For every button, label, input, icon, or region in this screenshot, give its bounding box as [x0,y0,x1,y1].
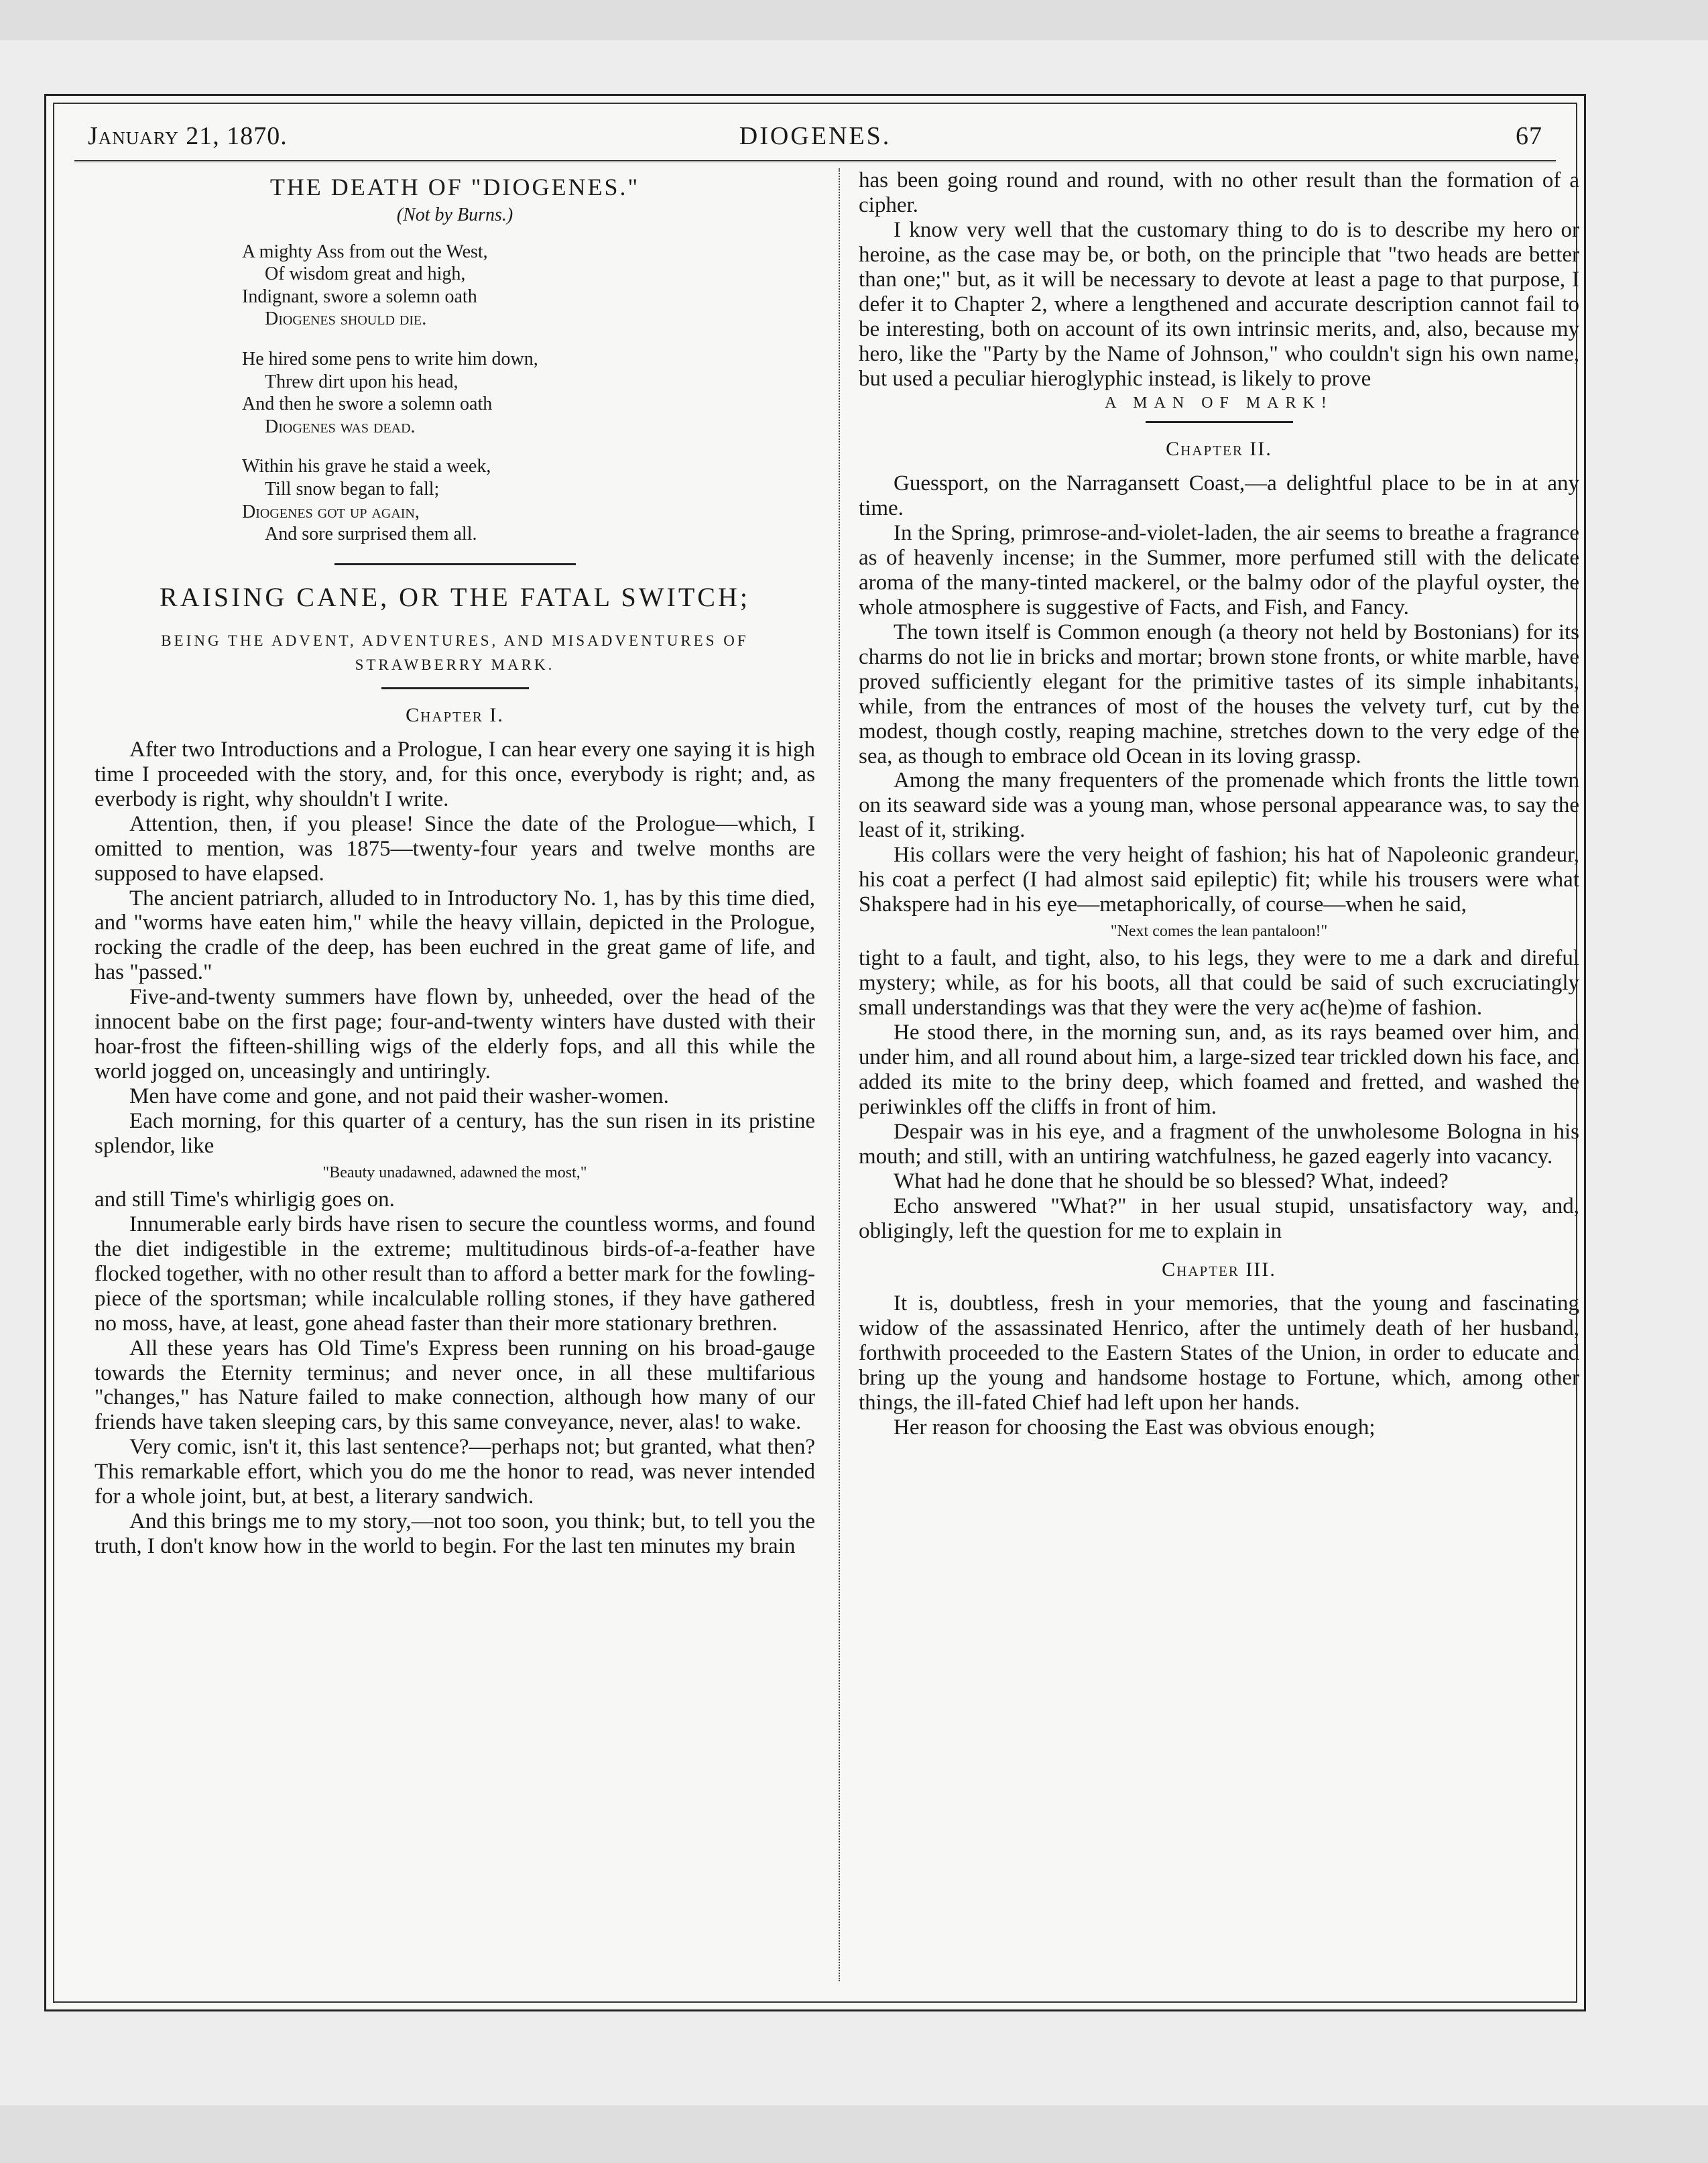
poem-line: Till snow began to fall; [265,479,440,500]
poem-stanza [242,348,815,438]
paragraph: Very comic, isn't it, this last sentence?—perhaps not; but granted, what then? This remarkable effort, which you do me the honor to read, was never intended for a whole joint, but, at best, a literary sandwich. [95,1435,815,1509]
poem-byline: (Not by Burns.) [396,204,513,226]
page-frame [44,94,1586,2011]
section-rule [1146,421,1293,423]
paragraph: And this brings me to my story,—not too soon, you think; but, to tell you the truth, I don't know how in the world to begin. For the last ten minutes my brain [95,1509,815,1559]
chapter-heading: Chapter II. [1166,438,1272,461]
paragraph: tight to a fault, and tight, also, to his legs, they were to me a dark and direful mystery; while, as for his boots, all that could be said of such excruciatingly small understandings was that they were the very ac(he)me of fashion. [859,946,1579,1020]
story-title: RAISING CANE, OR THE FATAL SWITCH; [160,581,750,612]
story-subtitle: BEING THE ADVENT, ADVENTURES, AND MISADVENTURES OF STRAWBERRY MARK. [161,632,749,674]
paragraph: The ancient patriarch, alluded to in Introductory No. 1, has by this time died, and "worms have eaten him," while the heavy villain, depicted in the Prologue, rocking the cradle of the deep, has been euchred in the great game of life, and has "passed." [95,886,815,985]
poem-line: And then he swore a solemn oath [242,394,493,415]
paragraph: In the Spring, primrose-and-violet-laden, the air seems to breathe a fragrance as of heavenly incense; in the Summer, more perfumed still with the delicate aroma of the many-tinted mackerel, or the balmy odor of the playful oyster, the whole atmosphere is suggestive of Facts, and Fish, and Fancy. [859,520,1579,620]
paragraph: Attention, then, if you please! Since the date of the Prologue—which, I omitted to mention, was 1875—twenty-four years and twelve months are supposed to have elapsed. [95,811,815,886]
paragraph: Five-and-twenty summers have flown by, unheeded, over the head of the innocent babe on the first page; four-and-twenty winters have dusted with their hoar-frost the fifteen-shilling wigs of the elderly fops, and all this while the world jogged on, unceasingly and untiringly. [95,985,815,1084]
paragraph: has been going round and round, with no other result than the formation of a cipher. [859,168,1579,217]
chapter-heading: Chapter I. [406,704,504,727]
paper-edge-bottom [0,2105,1708,2163]
chapter-closing: A MAN OF MARK! [1105,394,1333,412]
subtitle-rule [381,687,529,689]
paragraph: It is, doubtless, fresh in your memories, that the young and fascinating widow of the assassinated Henrico, after the untimely death of her husband, forthwith proceeded to the Eastern States of the Union, in order to educate and bring up the young and handsome hostage to Fortune, which, among other things, the ill-fated Chief had left upon her hands. [859,1291,1579,1415]
poem-line: Indignant, swore a solemn oath [242,286,477,307]
poem-line: A mighty Ass from out the West, [242,241,488,262]
poem-line: Threw dirt upon his head, [265,371,459,392]
poem-stanza [242,241,815,331]
right-column [852,168,1579,1985]
paragraph: Among the many frequenters of the promenade which fronts the little town on its seaward side was a young man, whose personal appearance was, to say the least of it, striking. [859,768,1579,843]
paragraph: He stood there, in the morning sun, and, as its rays beamed over him, and under him, and all round about him, a large-sized tear trickled down his face, and added its mite to the briny deep, which foamed and fretted, and washed the periwinkles off the cliffs in front of him. [859,1020,1579,1119]
poem-line: Diogenes should die. [265,308,427,330]
paragraph: Guessport, on the Narragansett Coast,—a delightful place to be in at any time. [859,471,1579,520]
paragraph: Innumerable early birds have risen to secure the countless worms, and found the diet indigestible in the extreme; multitudinous birds-of-a-feather have flocked together, with no other result than to afford a better mark for the fowling-piece of the sportsman; while incalculable rolling stones, if they have gathered no moss, have, at least, gone ahead faster than their more stationary brethren. [95,1212,815,1336]
page-frame-inner [53,103,1577,2003]
paragraph: Each morning, for this quarter of a century, has the sun risen in its pristine splendor, like [95,1109,815,1159]
poem-title: THE DEATH OF "DIOGENES." [269,174,640,200]
masthead-title: DIOGENES. [739,122,892,150]
poem-line: And sore surprised them all. [265,524,477,545]
poem-line: Of wisdom great and high, [265,264,466,285]
paragraph: The town itself is Common enough (a theory not held by Bostonians) for its charms do not lie in bricks and mortar; brown stone fronts, or white marble, have proved sufficiently elegant for the primitive tastes of its simple inhabitants, while, from the entrances of most of the houses the velvety turf, cut by the modest, though costly, reaping machine, stretches down to the very edge of the sea, as though to embrace old Ocean in its loving grassp. [859,620,1579,768]
poem-stanza [242,455,815,545]
section-rule [334,563,576,565]
left-column [95,168,822,1985]
issue-date: January 21, 1870. [88,122,288,150]
paragraph: and still Time's whirligig goes on. [95,1187,395,1212]
paragraph: All these years has Old Time's Express been running on his broad-gauge towards the Eternity terminus; and never once, in all these multifarious "changes," has Nature failed to make connection, although how many of our friends have taken sleeping cars, by this same conveyance, never, alas! to wake. [95,1336,815,1435]
quotation: "Beauty unadawned, adawned the most," [322,1163,587,1181]
chapter-heading: Chapter III. [1162,1258,1276,1281]
poem-body [242,241,815,546]
poem-line: Diogenes got up again, [242,501,420,522]
column-divider [839,168,840,1981]
paragraph: Echo answered "What?" in her usual stupid, unsatisfactory way, and, obligingly, left the question for me to explain in [859,1193,1579,1243]
paragraph: Despair was in his eye, and a fragment of the unwholesome Bologna in his mouth; and still, with an untiring watchfulness, he gazed eagerly into vacancy. [859,1119,1579,1169]
masthead [74,112,1556,162]
paragraph: Her reason for choosing the East was obvious enough; [894,1415,1376,1440]
poem-line: Diogenes was dead. [265,416,416,437]
poem-line: He hired some pens to write him down, [242,349,538,370]
paragraph: I know very well that the customary thing to do is to describe my hero or heroine, as the case may be, or both, on the principle that "two heads are better than one;" but, as it will be necessary to devote at least a page to that purpose, I defer it to Chapter 2, where a lengthened and accurate description cannot fail to be interesting, both on account of its own intrinsic merits, and, also, because my hero, like the "Party by the Name of Johnson," who couldn't sign his own name, but used a peculiar hieroglyphic instead, is likely to prove [859,217,1579,391]
quotation: "Next comes the lean pantaloon!" [1110,923,1328,941]
paper-edge-top [0,0,1708,40]
paragraph: His collars were the very height of fashion; his hat of Napoleonic grandeur, his coat a perfect (I had almost said epileptic) fit; while his trousers were what Shakspere had in his eye—metaphorically, of course—when he said, [859,843,1579,917]
paragraph: What had he done that he should be so blessed? What, indeed? [894,1169,1449,1193]
page-number: 67 [1516,122,1542,150]
poem-line: Within his grave he staid a week, [242,456,491,477]
paragraph: After two Introductions and a Prologue, I can hear every one saying it is high time I proceeded with the story, and, for this once, everybody is right; and, as everbody is right, why shouldn't I write. [95,737,815,811]
paragraph: Men have come and gone, and not paid their washer-women. [129,1084,669,1109]
